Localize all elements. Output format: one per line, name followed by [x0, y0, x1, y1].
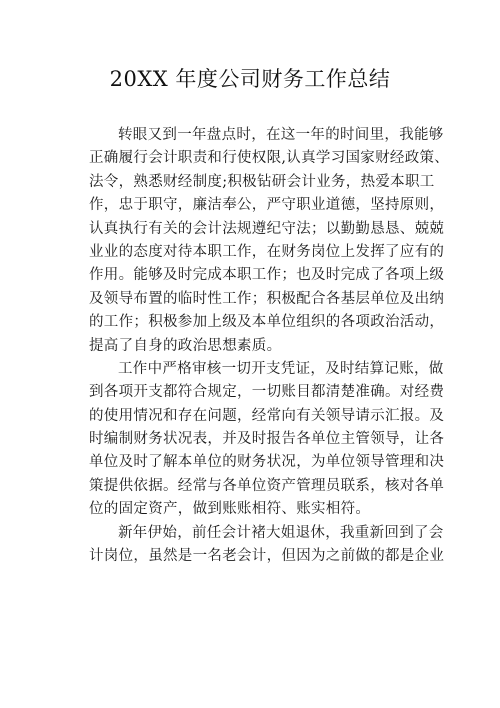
paragraph-line: 的使用情况和存在问题，经常向有关领导请示汇报。及	[89, 407, 445, 424]
paragraph-line: 到各项开支都符合规定，一切账目都清楚准确。对经费	[89, 384, 445, 401]
document-title: 20XX 年度公司财务工作总结	[109, 67, 391, 91]
paragraph-line: 新年伊始，前任会计褚大姐退休，我重新回到了会	[118, 524, 444, 541]
paragraph-line: 工作中严格审核一切开支凭证，及时结算记账，做	[118, 360, 444, 377]
paragraph-line: 计岗位，虽然是一名老会计，但因为之前做的都是企业	[89, 548, 445, 565]
paragraph-line: 单位及时了解本单位的财务状况，为单位领导管理和决	[89, 454, 445, 471]
paragraph-line: 业业的态度对待本职工作，在财务岗位上发挥了应有的	[89, 243, 445, 260]
paragraph-line: 时编制财务状况表，并及时报告各单位主管领导，让各	[89, 431, 445, 448]
paragraph-line: 作用。能够及时完成本职工作；也及时完成了各项上级	[89, 267, 445, 284]
paragraph-line: 认真执行有关的会计法规遵纪守法；以勤勤恳恳、兢兢	[89, 220, 445, 237]
document-body	[89, 124, 450, 568]
paragraph-line: 作，忠于职守，廉洁奉公，严守职业道德，坚持原则，	[89, 197, 445, 214]
paragraph-line: 位的固定资产，做到账账相符、账实相符。	[89, 501, 371, 518]
paragraph-line: 正确履行会计职责和行使权限,认真学习国家财经政策、	[89, 150, 450, 167]
paragraph-line: 提高了自身的政治思想素质。	[89, 337, 282, 354]
paragraph-line: 及领导布置的临时性工作；积极配合各基层单位及出纳	[89, 290, 445, 307]
paragraph-line: 的工作；积极参加上级及本单位组织的各项政治活动，	[89, 314, 445, 331]
paragraph-line: 法令，熟悉财经制度;积极钻研会计业务，热爱本职工	[89, 173, 435, 190]
paragraph-line: 策提供依据。经常与各单位资产管理员联系，核对各单	[89, 477, 445, 494]
paragraph-line: 转眼又到一年盘点时，在这一年的时间里，我能够	[118, 127, 444, 143]
